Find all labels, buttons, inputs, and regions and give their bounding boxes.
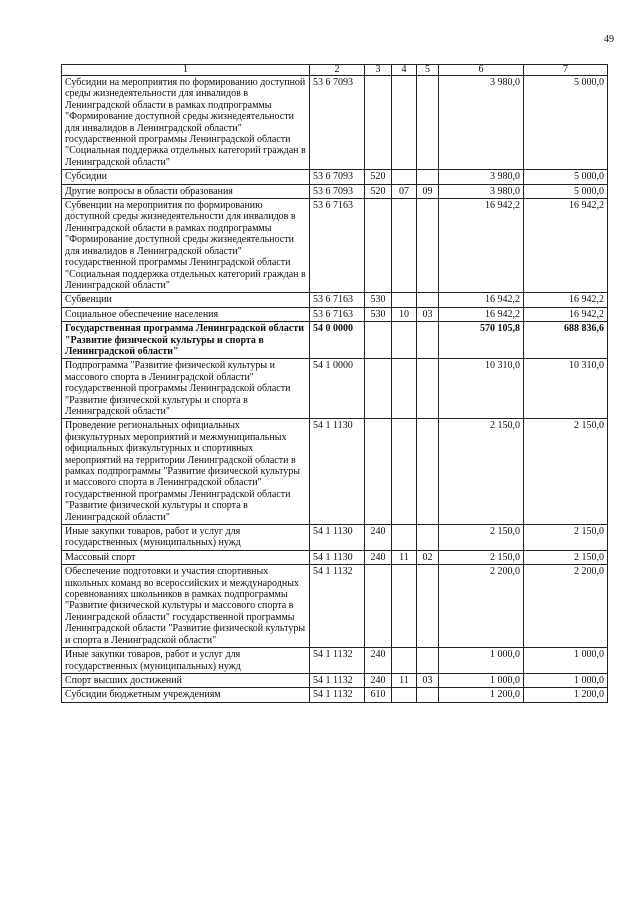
section-cell — [392, 322, 417, 359]
amount-year1-cell: 2 150,0 — [439, 525, 524, 551]
page-number: 49 — [604, 34, 614, 45]
subsection-cell — [417, 170, 439, 184]
row-name-cell: Массовый спорт — [62, 550, 310, 564]
amount-year1-cell: 2 150,0 — [439, 419, 524, 525]
row-name-cell: Спорт высших достижений — [62, 673, 310, 687]
row-name-cell: Субсидии — [62, 170, 310, 184]
expense-type-cell — [365, 565, 392, 648]
row-name-cell: Иные закупки товаров, работ и услуг для государственных (муниципальных) нужд — [62, 648, 310, 674]
column-header-2: 2 — [310, 65, 365, 76]
amount-year2-cell: 10 310,0 — [524, 359, 608, 419]
row-name-cell: Социальное обеспечение населения — [62, 307, 310, 321]
section-cell — [392, 525, 417, 551]
budget-table-body — [62, 65, 608, 703]
section-cell: 07 — [392, 184, 417, 198]
expense-type-cell: 240 — [365, 648, 392, 674]
expense-type-cell — [365, 322, 392, 359]
row-name-cell: Другие вопросы в области образования — [62, 184, 310, 198]
row-name-cell: Субсидии на мероприятия по формированию доступной среды жизнедеятельности для инвалидов в Ленинградской области в рамках подпрограммы "Формирование доступной среды жизнедеятельности для инвалидов в Ленинградской области" государственной программы Ленинградской области "Социальная поддержка отдельных категорий граждан в Ленинградской области" — [62, 76, 310, 170]
expense-type-cell — [365, 199, 392, 293]
section-cell — [392, 76, 417, 170]
column-header-1: 1 — [62, 65, 310, 76]
column-header-3: 3 — [365, 65, 392, 76]
amount-year1-cell: 16 942,2 — [439, 199, 524, 293]
column-header-4: 4 — [392, 65, 417, 76]
amount-year1-cell: 3 980,0 — [439, 76, 524, 170]
section-cell — [392, 688, 417, 702]
section-cell — [392, 419, 417, 525]
amount-year2-cell: 2 200,0 — [524, 565, 608, 648]
expense-type-cell — [365, 76, 392, 170]
row-name-cell: Подпрограмма "Развитие физической культуры и массового спорта в Ленинградской области" государственной программы Ленинградской области "Развитие физической культуры и спорта в Ленинградской области" — [62, 359, 310, 419]
subsection-cell — [417, 322, 439, 359]
table-row — [62, 293, 608, 307]
target-article-cell: 54 1 1130 — [310, 525, 365, 551]
amount-year2-cell: 5 000,0 — [524, 76, 608, 170]
amount-year1-cell: 1 200,0 — [439, 688, 524, 702]
row-name-cell: Проведение региональных официальных физкультурных мероприятий и межмуниципальных официальных физкультурных и спортивных мероприятий на территории Ленинградской области в рамках подпрограммы "Развитие физической культуры и массового спорта в Ленинградской области" государственной программы Ленинградской области "Развитие физической культуры и спорта в Ленинградской области" — [62, 419, 310, 525]
expense-type-cell: 520 — [365, 170, 392, 184]
subsection-cell — [417, 419, 439, 525]
expense-type-cell: 520 — [365, 184, 392, 198]
amount-year2-cell: 1 200,0 — [524, 688, 608, 702]
table-row — [62, 184, 608, 198]
amount-year1-cell: 16 942,2 — [439, 307, 524, 321]
table-row — [62, 419, 608, 525]
target-article-cell: 54 1 1132 — [310, 648, 365, 674]
section-cell: 11 — [392, 550, 417, 564]
column-header-7: 7 — [524, 65, 608, 76]
amount-year1-cell: 3 980,0 — [439, 184, 524, 198]
table-row — [62, 199, 608, 293]
target-article-cell: 53 6 7093 — [310, 184, 365, 198]
subsection-cell — [417, 565, 439, 648]
column-header-5: 5 — [417, 65, 439, 76]
subsection-cell — [417, 359, 439, 419]
subsection-cell — [417, 76, 439, 170]
target-article-cell: 53 6 7163 — [310, 307, 365, 321]
row-name-cell: Обеспечение подготовки и участия спортивных школьных команд во всероссийских и международных соревнованиях школьников в рамках подпрограммы "Развитие физической культуры и массового спорта в Ленинградской области" государственной программы Ленинградской области "Развитие физической культуры и спорта в Ленинградской области" — [62, 565, 310, 648]
subsection-cell — [417, 648, 439, 674]
table-row — [62, 170, 608, 184]
table-row — [62, 359, 608, 419]
expense-type-cell: 530 — [365, 293, 392, 307]
amount-year2-cell: 16 942,2 — [524, 199, 608, 293]
amount-year2-cell: 16 942,2 — [524, 293, 608, 307]
target-article-cell: 53 6 7093 — [310, 76, 365, 170]
amount-year1-cell: 1 000,0 — [439, 648, 524, 674]
row-name-cell: Государственная программа Ленинградской области "Развитие физической культуры и спорта в Ленинградской области" — [62, 322, 310, 359]
target-article-cell: 54 1 1130 — [310, 550, 365, 564]
target-article-cell: 53 6 7093 — [310, 170, 365, 184]
subsection-cell — [417, 293, 439, 307]
subsection-cell — [417, 525, 439, 551]
table-row — [62, 673, 608, 687]
table-row — [62, 525, 608, 551]
table-row — [62, 307, 608, 321]
amount-year1-cell: 16 942,2 — [439, 293, 524, 307]
row-name-cell: Субвенции на мероприятия по формированию доступной среды жизнедеятельности для инвалидов в Ленинградской области в рамках подпрограммы "Формирование доступной среды жизнедеятельности для инвалидов в Ленинградской области" государственной программы Ленинградской области "Социальная поддержка отдельных категорий граждан в Ленинградской области" — [62, 199, 310, 293]
expense-type-cell: 240 — [365, 525, 392, 551]
section-cell — [392, 293, 417, 307]
expense-type-cell: 530 — [365, 307, 392, 321]
expense-type-cell: 610 — [365, 688, 392, 702]
amount-year1-cell: 3 980,0 — [439, 170, 524, 184]
target-article-cell: 53 6 7163 — [310, 293, 365, 307]
expense-type-cell: 240 — [365, 673, 392, 687]
section-cell — [392, 648, 417, 674]
section-cell: 10 — [392, 307, 417, 321]
amount-year2-cell: 5 000,0 — [524, 170, 608, 184]
amount-year1-cell: 2 150,0 — [439, 550, 524, 564]
subsection-cell — [417, 688, 439, 702]
target-article-cell: 53 6 7163 — [310, 199, 365, 293]
amount-year2-cell: 1 000,0 — [524, 673, 608, 687]
section-cell — [392, 565, 417, 648]
amount-year1-cell: 1 000,0 — [439, 673, 524, 687]
amount-year1-cell: 10 310,0 — [439, 359, 524, 419]
amount-year2-cell: 2 150,0 — [524, 525, 608, 551]
row-name-cell: Иные закупки товаров, работ и услуг для государственных (муниципальных) нужд — [62, 525, 310, 551]
subsection-cell — [417, 199, 439, 293]
expense-type-cell — [365, 359, 392, 419]
target-article-cell: 54 1 1132 — [310, 565, 365, 648]
table-row — [62, 565, 608, 648]
amount-year2-cell: 5 000,0 — [524, 184, 608, 198]
section-cell: 11 — [392, 673, 417, 687]
column-header-6: 6 — [439, 65, 524, 76]
table-row — [62, 322, 608, 359]
target-article-cell: 54 1 1132 — [310, 673, 365, 687]
amount-year2-cell: 688 836,6 — [524, 322, 608, 359]
target-article-cell: 54 1 0000 — [310, 359, 365, 419]
amount-year2-cell: 2 150,0 — [524, 419, 608, 525]
amount-year2-cell: 2 150,0 — [524, 550, 608, 564]
amount-year2-cell: 1 000,0 — [524, 648, 608, 674]
column-number-row — [62, 65, 608, 76]
budget-table — [61, 64, 608, 703]
subsection-cell: 03 — [417, 673, 439, 687]
table-row — [62, 76, 608, 170]
subsection-cell: 03 — [417, 307, 439, 321]
subsection-cell: 02 — [417, 550, 439, 564]
section-cell — [392, 170, 417, 184]
target-article-cell: 54 1 1130 — [310, 419, 365, 525]
expense-type-cell: 240 — [365, 550, 392, 564]
amount-year1-cell: 2 200,0 — [439, 565, 524, 648]
expense-type-cell — [365, 419, 392, 525]
table-row — [62, 550, 608, 564]
table-row — [62, 648, 608, 674]
section-cell — [392, 199, 417, 293]
target-article-cell: 54 1 1132 — [310, 688, 365, 702]
row-name-cell: Субсидии бюджетным учреждениям — [62, 688, 310, 702]
subsection-cell: 09 — [417, 184, 439, 198]
target-article-cell: 54 0 0000 — [310, 322, 365, 359]
row-name-cell: Субвенции — [62, 293, 310, 307]
section-cell — [392, 359, 417, 419]
amount-year2-cell: 16 942,2 — [524, 307, 608, 321]
table-row — [62, 688, 608, 702]
amount-year1-cell: 570 105,8 — [439, 322, 524, 359]
